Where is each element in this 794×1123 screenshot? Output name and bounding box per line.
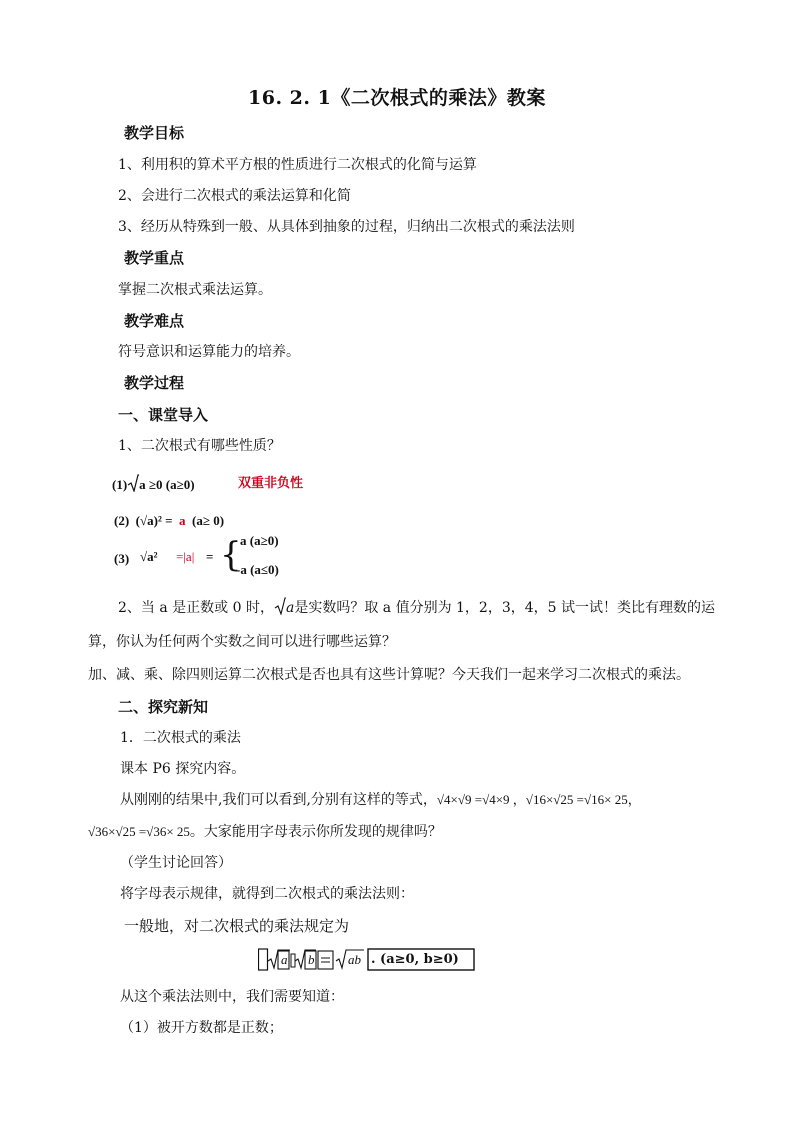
radical-sign-icon (127, 474, 139, 492)
observation-question: 。大家能用字母表示你所发现的规律吗？ (189, 824, 442, 840)
page-title: 16. 2. 1《二次根式的乘法》教案 (248, 87, 546, 109)
equation-examples-1: √4×√9 =√4×9 ，√16×√25 =√16× 25， (436, 792, 641, 807)
rule-radicand-b: b (308, 952, 315, 967)
case-brace-icon: { (220, 535, 242, 575)
property-3-expression: √a² (140, 549, 158, 564)
goal-item-2: 2、会进行二次根式的乘法运算和化简 (118, 188, 351, 204)
question-2-radicand: a (285, 600, 295, 616)
observation-text (120, 790, 641, 810)
property-1-note: 双重非负性 (238, 476, 304, 491)
property-2 (114, 511, 224, 531)
student-discussion: （学生讨论回答） (120, 855, 232, 871)
question-2-text-b: 是实数吗？取 a 值分别为 1，2，3，4，5 试一试！类比有理数的运 (294, 600, 716, 616)
question-1: 1、二次根式有哪些性质？ (118, 438, 281, 454)
question-2-text-a: 2、当 a 是正数或 0 时， (118, 600, 274, 616)
part2-subheading-1: 1．二次根式的乘法 (120, 730, 241, 746)
goal-item-1: 1、利用积的算术平方根的性质进行二次根式的化简与运算 (118, 157, 477, 173)
property-3-case-1: a (a≥0) (240, 533, 279, 548)
property-2-rhs: a (179, 513, 186, 528)
goal-item-3: 3、经历从特殊到一般、从具体到抽象的过程，归纳出二次根式的乘法法则 (118, 219, 575, 235)
rule-radicand-a: a (281, 952, 288, 967)
property-1-label: (1) (112, 477, 128, 492)
focus-heading: 教学重点 (124, 249, 185, 267)
rule-radicand-ab: ab (348, 952, 361, 967)
process-heading: 教学过程 (124, 374, 185, 392)
property-3-eqsign: = (206, 549, 214, 564)
rule-condition: . (a≥0, b≥0) (371, 952, 459, 967)
observation-lead: 从刚刚的结果中,我们可以看到,分别有这样的等式， (120, 792, 437, 808)
property-3-case-2: -a (a≤0) (236, 562, 279, 577)
focus-text: 掌握二次根式乘法运算。 (118, 282, 272, 298)
difficulty-text: 符号意识和运算能力的培养。 (118, 344, 300, 360)
property-3-eq: =|a| (176, 549, 195, 564)
equation-example-2: √36×√25 =√36× 25 (88, 824, 190, 839)
observation-line-2 (88, 822, 442, 842)
property-3-label: (3) (114, 551, 130, 566)
difficulty-heading: 教学难点 (124, 312, 185, 330)
property-2-condition: (a≥ 0) (192, 513, 225, 528)
radical-sign-icon (274, 597, 286, 615)
textbook-reference: 课本 P6 探究内容。 (120, 761, 246, 777)
goals-heading: 教学目标 (124, 124, 185, 142)
letters-rule-text: 将字母表示规律，就得到二次根式的乘法法则： (120, 886, 414, 902)
property-1-expression: a ≥0 (a≥0) (139, 477, 195, 492)
property-2-label: (2) (114, 513, 130, 528)
from-rule-text: 从这个乘法法则中，我们需要知道： (120, 989, 344, 1005)
question-2-line-1 (118, 597, 715, 618)
question-2-line-3: 加、减、乘、除四则运算二次根式是否也具有这些计算呢？今天我们一起来学习二次根式的乘法。 (88, 667, 690, 683)
property-2-expression: (√a)² = (135, 513, 173, 528)
question-2-line-2: 算，你认为任何两个实数之间可以进行哪些运算？ (88, 634, 396, 650)
rule-point-1: （1）被开方数都是正数； (120, 1020, 283, 1036)
part2-heading: 二、探究新知 (118, 698, 209, 716)
property-1 (112, 474, 195, 495)
general-rule-intro: 一般地，对二次根式的乘法规定为 (124, 917, 350, 935)
part1-heading: 一、课堂导入 (118, 406, 209, 424)
